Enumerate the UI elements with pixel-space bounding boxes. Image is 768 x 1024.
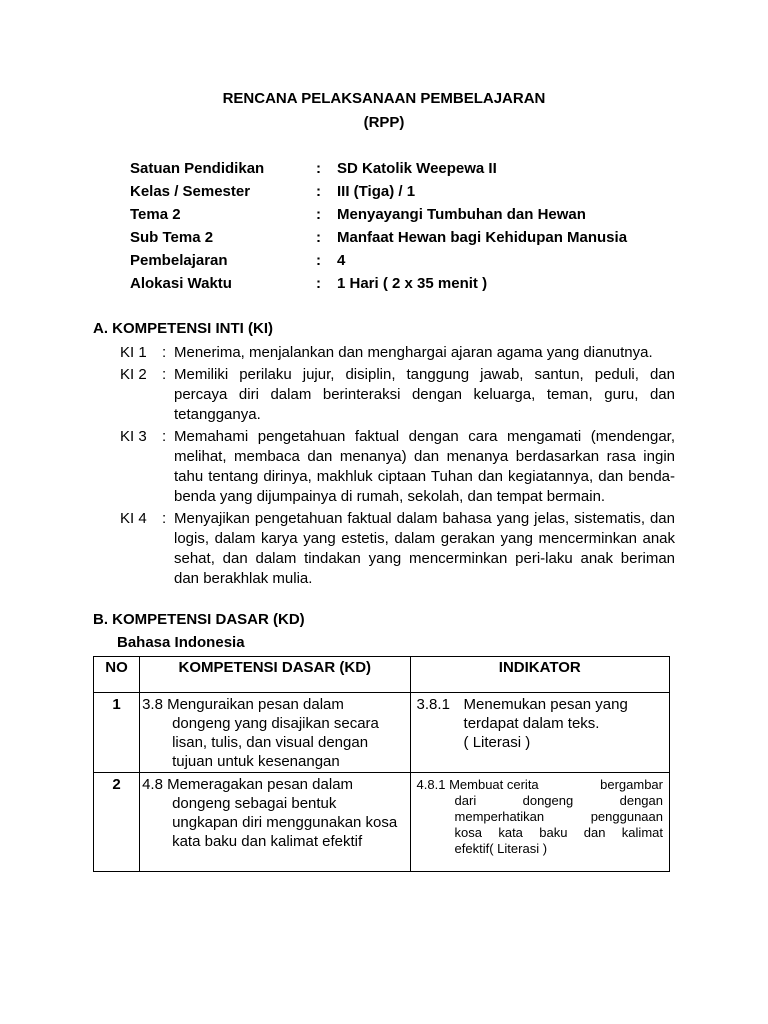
indikator-text: 4.8.1 Membuat cerita xyxy=(416,777,539,792)
indikator-line: Menemukan pesan yang xyxy=(463,696,628,713)
identity-row xyxy=(130,272,690,295)
indikator-line xyxy=(417,777,663,793)
kd-line: tujuan untuk kesenangan xyxy=(172,753,340,770)
kd-line: dongeng sebagai bentuk xyxy=(172,795,337,812)
ki-code: KI 1 xyxy=(120,344,147,361)
identity-value: 4 xyxy=(337,252,346,269)
identity-label: Satuan Pendidikan xyxy=(130,160,265,177)
indikator-line: efektif( Literasi ) xyxy=(454,841,548,856)
identity-label: Tema 2 xyxy=(130,206,181,223)
indikator-cell xyxy=(410,773,669,872)
identity-label: Sub Tema 2 xyxy=(130,229,214,246)
kd-line: lisan, tulis, dan visual dengan xyxy=(172,734,369,751)
header-indikator: INDIKATOR xyxy=(410,657,669,693)
document-title: RENCANA PELAKSANAAN PEMBELAJARAN xyxy=(222,90,546,107)
kd-line: ungkapan diri menggunakan kosa xyxy=(172,814,398,831)
indikator-line: kosa kata baku dan kalimat xyxy=(454,825,663,840)
indikator-line: dari dongeng dengan xyxy=(454,793,663,808)
identity-row xyxy=(130,249,690,272)
ki-colon: : xyxy=(162,366,167,383)
row-number: 2 xyxy=(94,773,140,872)
document-subtitle: (RPP) xyxy=(363,114,405,131)
section-b-heading: B. KOMPETENSI DASAR (KD) xyxy=(93,611,305,628)
ki-code: KI 3 xyxy=(120,428,147,445)
identity-colon: : xyxy=(316,252,321,269)
ki-item xyxy=(120,365,675,425)
identity-colon: : xyxy=(316,229,321,246)
identity-row xyxy=(130,203,690,226)
indikator-cell xyxy=(410,693,669,773)
ki-colon: : xyxy=(162,344,167,361)
table-row xyxy=(94,773,670,872)
indikator-line: ( Literasi ) xyxy=(463,734,531,751)
ki-code: KI 4 xyxy=(120,510,147,527)
identity-label: Kelas / Semester xyxy=(130,183,251,200)
identity-value: Menyayangi Tumbuhan dan Hewan xyxy=(337,206,586,223)
identity-value: SD Katolik Weepewa II xyxy=(337,160,497,177)
section-a-heading: A. KOMPETENSI INTI (KI) xyxy=(93,320,273,337)
table-header-row xyxy=(94,657,670,693)
ki-text: Menerima, menjalankan dan menghargai ajaran agama yang dianutnya. xyxy=(174,344,653,361)
ki-text: Menyajikan pengetahuan faktual dalam bahasa yang jelas, sistematis, dan logis, dalam karya yang estetis, dalam gerakan yang mencerminkan anak sehat, dan dalam tindakan yang mencerminkan peri-laku anak beriman dan berakhlak mulia. xyxy=(174,510,675,587)
header-no: NO xyxy=(94,657,140,693)
kd-table xyxy=(93,656,670,872)
kd-line: 4.8 Memeragakan pesan dalam xyxy=(142,776,354,793)
identity-colon: : xyxy=(316,206,321,223)
indikator-line: terdapat dalam teks. xyxy=(463,715,600,732)
identity-value: Manfaat Hewan bagi Kehidupan Manusia xyxy=(337,229,628,246)
identity-value: 1 Hari ( 2 x 35 menit ) xyxy=(337,275,488,292)
kd-cell xyxy=(140,773,410,872)
indikator-text: bergambar xyxy=(600,777,663,792)
kd-line: kata baku dan kalimat efektif xyxy=(172,833,363,850)
identity-value: III (Tiga) / 1 xyxy=(337,183,416,200)
row-number: 1 xyxy=(94,693,140,773)
ki-item xyxy=(120,509,675,589)
ki-code: KI 2 xyxy=(120,366,147,383)
identity-block xyxy=(130,157,690,295)
identity-label: Alokasi Waktu xyxy=(130,275,232,292)
ki-text: Memiliki perilaku jujur, disiplin, tanggung jawab, santun, peduli, dan percaya diri dalam berinteraksi dengan keluarga, teman, guru, dan tetangganya. xyxy=(174,366,675,423)
ki-colon: : xyxy=(162,428,167,445)
header-kd: KOMPETENSI DASAR (KD) xyxy=(140,657,410,693)
table-row xyxy=(94,693,670,773)
indikator-line: memperhatikan penggunaan xyxy=(454,809,663,824)
identity-colon: : xyxy=(316,183,321,200)
ki-item xyxy=(120,427,675,507)
subject-label: Bahasa Indonesia xyxy=(117,634,245,651)
identity-label: Pembelajaran xyxy=(130,252,228,269)
kd-line: dongeng yang disajikan secara xyxy=(172,715,379,732)
identity-row xyxy=(130,157,690,180)
ki-item xyxy=(120,343,675,363)
ki-list xyxy=(120,343,675,591)
identity-row xyxy=(130,180,690,203)
kd-line: 3.8 Menguraikan pesan dalam xyxy=(142,696,344,713)
ki-colon: : xyxy=(162,510,167,527)
identity-row xyxy=(130,226,690,249)
ki-text: Memahami pengetahuan faktual dengan cara mengamati (mendengar, melihat, membaca dan menanya) dan menanya berdasarkan rasa ingin tahu tentang dirinya, makhluk ciptaan Tuhan dan kegiatannya, dan benda-benda yang dijumpainya di rumah, sekolah, dan tempat bermain. xyxy=(174,428,675,505)
identity-colon: : xyxy=(316,160,321,177)
kd-cell xyxy=(140,693,410,773)
indikator-number: 3.8.1 xyxy=(416,696,450,713)
identity-colon: : xyxy=(316,275,321,292)
